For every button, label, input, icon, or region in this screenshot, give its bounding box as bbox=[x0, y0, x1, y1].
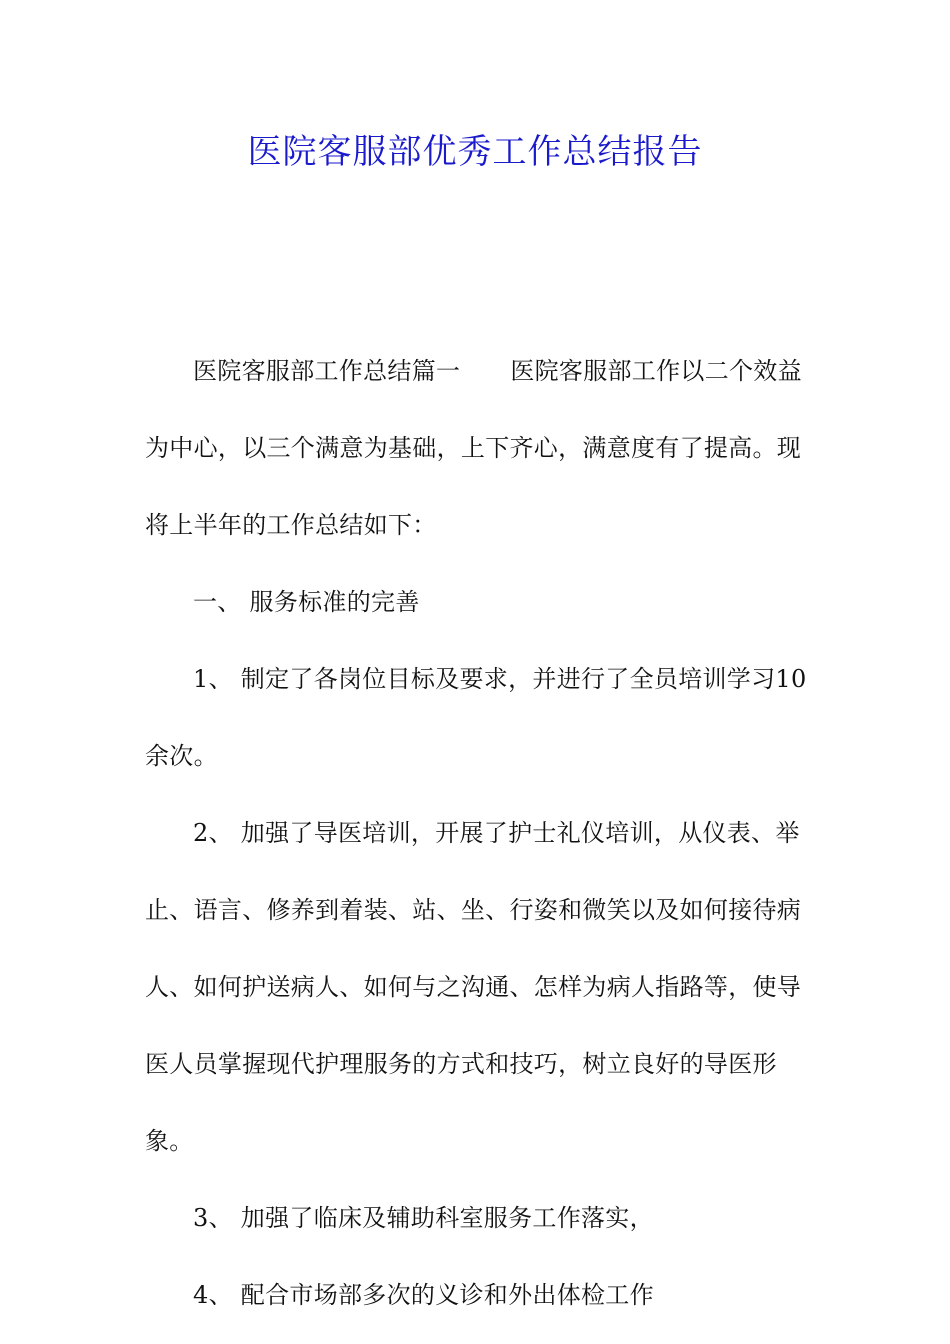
document-body bbox=[145, 333, 807, 1334]
paragraph-item-2: 2、 加强了导医培训，开展了护士礼仪培训，从仪表、举止、语言、修养到着装、站、坐、行姿和微笑以及如何接待病人、如何护送病人、如何与之沟通、怎样为病人指路等，使导医人员掌握现代护理服务的方式和技巧，树立良好的导医形象。 bbox=[145, 819, 802, 1155]
section-heading: 医院客服部工作总结篇一 bbox=[193, 357, 461, 385]
paragraph-item-3: 3、 加强了临床及辅助科室服务工作落实， bbox=[193, 1204, 654, 1232]
paragraph-item-1: 1、 制定了各岗位目标及要求，并进行了全员培训学习10余次。 bbox=[145, 665, 807, 770]
paragraph-text: 医院客服部工作以二个效益为中心，以三个满意为基础，上下齐心，满意度有了提高。现将上半年的工作总结如下： bbox=[145, 357, 802, 539]
paragraph-section-one: 一、 服务标准的完善 bbox=[193, 588, 420, 616]
document-title: 医院客服部优秀工作总结报告 bbox=[247, 132, 703, 172]
paragraph-item-4: 4、 配合市场部多次的义诊和外出体检工作 bbox=[193, 1281, 654, 1309]
paragraph-intro bbox=[145, 333, 807, 564]
